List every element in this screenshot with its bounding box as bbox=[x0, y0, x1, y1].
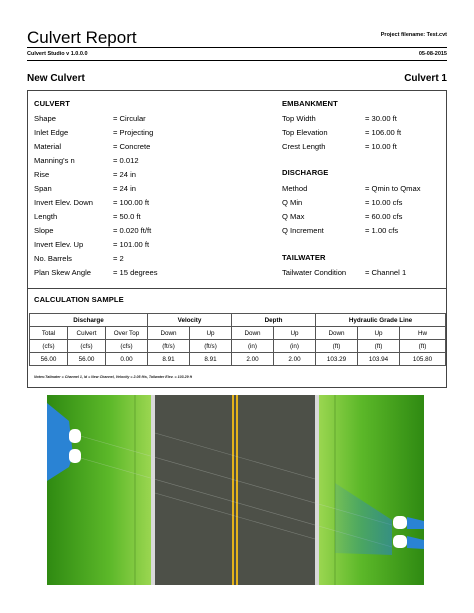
value-cell: 2.00 bbox=[274, 353, 316, 366]
culvert-label: Rise bbox=[34, 170, 50, 179]
group-header: Velocity bbox=[148, 314, 232, 327]
header-rule bbox=[27, 47, 447, 48]
table-row bbox=[30, 353, 446, 366]
culvert-value: = 0.012 bbox=[113, 156, 139, 165]
unit-cell: (ft) bbox=[316, 340, 358, 353]
culvert-plan-diagram bbox=[47, 395, 424, 585]
culvert-number: Culvert 1 bbox=[404, 73, 447, 84]
table-group-row bbox=[30, 314, 446, 327]
inlet-headwall bbox=[69, 429, 81, 443]
culvert-value: = Concrete bbox=[113, 142, 151, 151]
embankment-heading: EMBANKMENT bbox=[282, 99, 338, 108]
unit-cell: (cfs) bbox=[30, 340, 68, 353]
group-header: Depth bbox=[232, 314, 316, 327]
table-units-row bbox=[30, 340, 446, 353]
value-cell: 103.29 bbox=[316, 353, 358, 366]
value-cell: 8.91 bbox=[148, 353, 190, 366]
column-header: Up bbox=[274, 327, 316, 340]
culvert-value: = 50.0 ft bbox=[113, 212, 141, 221]
group-header: Hydraulic Grade Line bbox=[316, 314, 446, 327]
column-header: Over Top bbox=[106, 327, 148, 340]
discharge-label: Q Min bbox=[282, 198, 303, 207]
culvert-label: Invert Elev. Down bbox=[34, 198, 93, 207]
column-header: Down bbox=[148, 327, 190, 340]
value-cell: 8.91 bbox=[190, 353, 232, 366]
value-cell: 2.00 bbox=[232, 353, 274, 366]
culvert-label: Plan Skew Angle bbox=[34, 268, 91, 277]
outlet-headwall bbox=[393, 535, 407, 548]
culvert-value: = 0.020 ft/ft bbox=[113, 226, 152, 235]
value-cell: 105.80 bbox=[400, 353, 446, 366]
discharge-value: = 10.00 cfs bbox=[365, 198, 403, 207]
calculation-table bbox=[29, 313, 446, 366]
unit-cell: (in) bbox=[274, 340, 316, 353]
software-version: Culvert Studio v 1.0.0.0 bbox=[27, 51, 88, 57]
unit-cell: (ft/s) bbox=[148, 340, 190, 353]
road-centerline bbox=[236, 395, 238, 585]
embankment-value: = 30.00 ft bbox=[365, 114, 397, 123]
culvert-heading: CULVERT bbox=[34, 99, 70, 108]
left-shoulder bbox=[151, 395, 155, 585]
culvert-value: = 24 in bbox=[113, 184, 137, 193]
culvert-label: Slope bbox=[34, 226, 54, 235]
unit-cell: (ft) bbox=[358, 340, 400, 353]
notes-text: Notes:Tailwater = Channel 1, ld = New Channel, Velocity = 2.05 ft/s, Tailwater Elev. = 103.29 ft bbox=[34, 375, 192, 379]
tailwater-label: Tailwater Condition bbox=[282, 268, 347, 277]
road-surface bbox=[155, 395, 315, 585]
report-date: 05-08-2015 bbox=[418, 51, 447, 57]
tailwater-value: = Channel 1 bbox=[365, 268, 407, 277]
discharge-heading: DISCHARGE bbox=[282, 168, 329, 177]
discharge-label: Q Max bbox=[282, 212, 305, 221]
value-cell: 56.00 bbox=[30, 353, 68, 366]
column-header: Hw bbox=[400, 327, 446, 340]
embankment-label: Top Elevation bbox=[282, 128, 328, 137]
embankment-label: Crest Length bbox=[282, 142, 326, 151]
culvert-name: New Culvert bbox=[27, 73, 85, 84]
project-filename: Project filename: Test.cvt bbox=[380, 32, 447, 38]
culvert-label: Length bbox=[34, 212, 58, 221]
outlet-headwall bbox=[393, 516, 407, 529]
report-title: Culvert Report bbox=[27, 28, 137, 47]
section-divider bbox=[27, 288, 447, 289]
embankment-value: = 106.00 ft bbox=[365, 128, 402, 137]
column-header: Down bbox=[316, 327, 358, 340]
column-header: Up bbox=[358, 327, 400, 340]
culvert-label: Invert Elev. Up bbox=[34, 240, 84, 249]
subheader-rule bbox=[27, 60, 447, 61]
culvert-value: = 24 in bbox=[113, 170, 137, 179]
discharge-value: = 1.00 cfs bbox=[365, 226, 399, 235]
group-header: Discharge bbox=[30, 314, 148, 327]
discharge-label: Method bbox=[282, 184, 308, 193]
culvert-label: No. Barrels bbox=[34, 254, 72, 263]
value-cell: 0.00 bbox=[106, 353, 148, 366]
embankment-value: = 10.00 ft bbox=[365, 142, 397, 151]
unit-cell: (ft) bbox=[400, 340, 446, 353]
table-header-row bbox=[30, 327, 446, 340]
unit-cell: (in) bbox=[232, 340, 274, 353]
embankment-label: Top Width bbox=[282, 114, 316, 123]
calc-heading: CALCULATION SAMPLE bbox=[34, 295, 124, 304]
culvert-label: Span bbox=[34, 184, 52, 193]
column-header: Total bbox=[30, 327, 68, 340]
discharge-value: = 60.00 cfs bbox=[365, 212, 403, 221]
unit-cell: (cfs) bbox=[68, 340, 106, 353]
culvert-label: Manning's n bbox=[34, 156, 75, 165]
culvert-value: = 100.00 ft bbox=[113, 198, 150, 207]
column-header: Up bbox=[190, 327, 232, 340]
right-shoulder bbox=[315, 395, 319, 585]
discharge-value: = Qmin to Qmax bbox=[365, 184, 421, 193]
road-centerline bbox=[232, 395, 234, 585]
unit-cell: (cfs) bbox=[106, 340, 148, 353]
culvert-label: Material bbox=[34, 142, 62, 151]
culvert-value: = Circular bbox=[113, 114, 146, 123]
discharge-label: Q Increment bbox=[282, 226, 324, 235]
culvert-value: = Projecting bbox=[113, 128, 154, 137]
inlet-headwall bbox=[69, 449, 81, 463]
value-cell: 103.94 bbox=[358, 353, 400, 366]
culvert-value: = 101.00 ft bbox=[113, 240, 150, 249]
culvert-label: Inlet Edge bbox=[34, 128, 69, 137]
culvert-value: = 2 bbox=[113, 254, 124, 263]
culvert-value: = 15 degrees bbox=[113, 268, 158, 277]
column-header: Culvert bbox=[68, 327, 106, 340]
tailwater-heading: TAILWATER bbox=[282, 253, 326, 262]
column-header: Down bbox=[232, 327, 274, 340]
unit-cell: (ft/s) bbox=[190, 340, 232, 353]
culvert-label: Shape bbox=[34, 114, 56, 123]
value-cell: 56.00 bbox=[68, 353, 106, 366]
